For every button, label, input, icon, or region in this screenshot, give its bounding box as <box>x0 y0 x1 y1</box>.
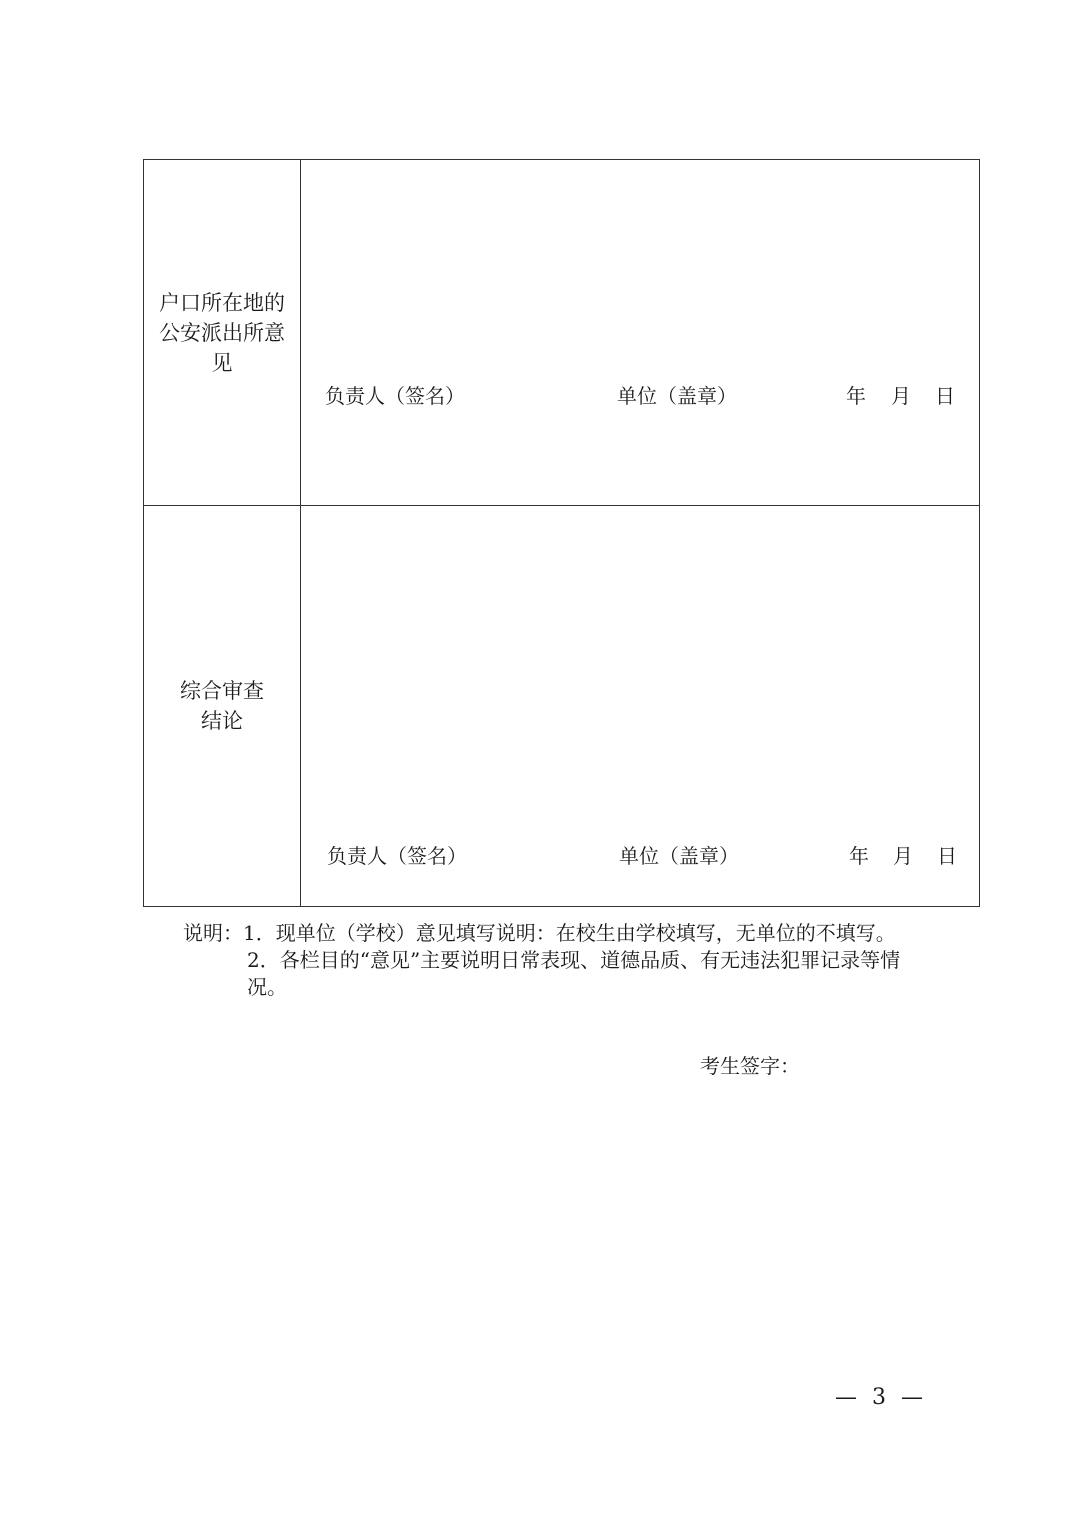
review-signature-label: 负责人（签名） <box>327 844 467 868</box>
review-year-label: 年 <box>849 844 869 868</box>
candidate-signature-label: 考生签字： <box>700 1054 800 1078</box>
review-month-label: 月 <box>893 844 913 868</box>
review-conclusion-label-cell <box>144 506 301 906</box>
police-day-label: 日 <box>935 384 955 408</box>
police-unit-label: 单位（盖章） <box>617 384 737 408</box>
police-year-label: 年 <box>846 384 866 408</box>
police-signature-label: 负责人（签名） <box>325 384 465 408</box>
review-conclusion-row <box>144 506 979 906</box>
police-opinion-content[interactable] <box>301 160 979 505</box>
police-month-label: 月 <box>891 384 911 408</box>
review-conclusion-content[interactable] <box>301 506 979 906</box>
review-form-table <box>143 159 980 907</box>
review-conclusion-label: 综合审查结论 <box>180 679 264 733</box>
police-opinion-row <box>144 160 979 506</box>
form-notes <box>183 920 963 1001</box>
police-opinion-label: 户口所在地的公安派出所意见 <box>159 290 285 375</box>
note-line-2: 2．各栏目的“意见”主要说明日常表现、道德品质、有无违法犯罪记录等情 <box>247 948 901 972</box>
note-line-3: 况。 <box>247 975 287 999</box>
note-line-1: 说明：1．现单位（学校）意见填写说明：在校生由学校填写，无单位的不填写。 <box>183 921 896 945</box>
police-opinion-label-cell <box>144 160 301 505</box>
review-unit-label: 单位（盖章） <box>619 844 739 868</box>
page-number: — 3 — <box>835 1385 927 1410</box>
review-day-label: 日 <box>937 844 957 868</box>
